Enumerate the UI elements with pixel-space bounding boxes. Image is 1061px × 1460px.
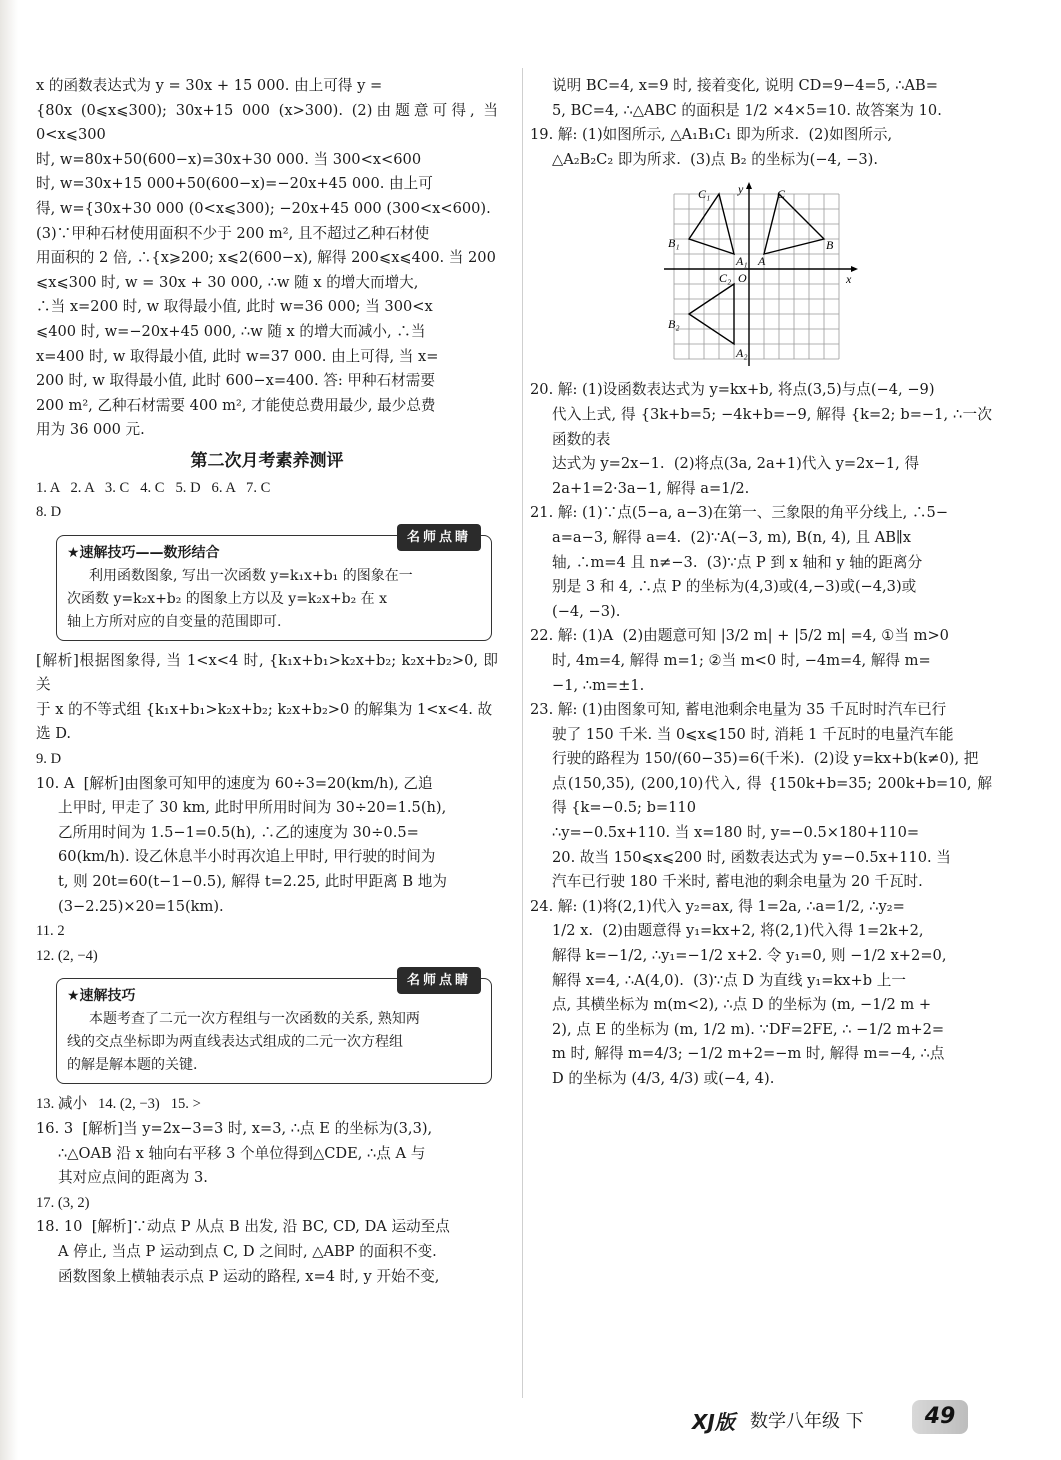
label-a1: A₁ [736, 254, 748, 269]
q21-answer [530, 501, 992, 624]
tip-text-line: 次函数 y=k₂x+b₂ 的图象上方以及 y=k₂x+b₂ 在 x [67, 590, 388, 607]
q23-answer [530, 698, 992, 895]
axes [664, 184, 856, 366]
tip-box-2 [56, 973, 492, 1084]
text-line: D 的坐标为 (4/3, 4/3) 或(−4, 4). [552, 1070, 775, 1087]
text-line: 别是 3 和 4, ∴点 P 的坐标为(4,3)或(4,−3)或(−4,3)或 [552, 578, 917, 596]
q12-answer: 12. (2, −4) [36, 947, 98, 964]
q18-answer-continued [530, 74, 992, 123]
text-line: 乙所用时间为 1.5−1=0.5(h), ∴乙的速度为 30÷0.5= [58, 823, 419, 841]
tip-title: ★速解技巧 [67, 988, 136, 1005]
text-line: 说明 BC=4, x=9 时, 接着变化, 说明 CD=9−4=5, ∴AB= [552, 77, 938, 94]
left-column [36, 74, 503, 1289]
text-line: −1, ∴m=±1. [552, 676, 645, 694]
grid-lines [674, 194, 839, 359]
edition-label: XJ版 [692, 1410, 735, 1434]
page-edge [0, 0, 18, 1460]
text-line: ∴y=−0.5x+110. 当 x=180 时, y=−0.5×180+110= [552, 824, 920, 842]
text-line: 16. 3 [解析]当 y=2x−3=3 时, x=3, ∴点 E 的坐标为(3,3), [36, 1120, 433, 1137]
y-axis-arrow [746, 182, 752, 189]
text-line: 代入上式, 得 {3k+b=5; −4k+b=−9, 解得 {k=2; b=−1, ∴一次函数的表 [552, 405, 992, 448]
x-axis-label: x [846, 272, 852, 287]
text-line: ⩽400 时, w=−20x+45 000, ∴w 随 x 的增大而减小, ∴当 [36, 322, 426, 340]
text-line: 2a+1=2·3a−1, 解得 a=1/2. [552, 479, 750, 497]
origin-label: O [738, 271, 747, 286]
text-line: 200 时, w 取得最小值, 此时 600−x=400. 答: 甲种石材需要 [36, 372, 435, 390]
text-line: {80x (0⩽x⩽300); 30x+15 000 (x>300). (2)由题意可得, 当 0<x⩽300 [36, 101, 503, 144]
text-line: 点(150,35), (200,10)代入, 得 {150k+b=35; 200k+b=10, 解得 {k=−0.5; b=110 [552, 774, 992, 817]
text-line: t, 则 20t=60(t−1−0.5), 解得 t=2.25, 此时甲距离 B 地为 [58, 873, 447, 891]
label-a2: A₂ [736, 346, 748, 361]
text-line: 函数图象上横轴表示点 P 运动的路程, x=4 时, y 开始不变, [58, 1267, 440, 1285]
column-divider [522, 68, 523, 1398]
q8-answer: 8. D [36, 504, 62, 521]
text-line: 20. 解: (1)设函数表达式为 y=kx+b, 将点(3,5)与点(−4, −9) [530, 381, 935, 399]
text-line: x 的函数表达式为 y = 30x + 15 000. 由上可得 y = [36, 77, 383, 94]
text-line: 21. 解: (1)∵点(5−a, a−3)在第一、三象限的角平分线上, ∴5− [530, 504, 949, 522]
right-column [530, 74, 992, 1092]
section-title: 第二次月考素养测评 [190, 450, 344, 471]
text-line: 于 x 的不等式组 {k₁x+b₁>k₂x+b₂; k₂x+b₂>0 的解集为 1<x<4. 故 [36, 700, 493, 718]
text-line: 20. 故当 150⩽x⩽200 时, 函数表达式为 y=−0.5x+110. 当 [552, 848, 951, 866]
q18-answer [36, 1215, 498, 1289]
q10-answer [36, 772, 498, 920]
page-number: 49 [912, 1400, 968, 1434]
q18-prev-answer-continued [36, 74, 503, 443]
text-line: △A₂B₂C₂ 即为所求. (3)点 B₂ 的坐标为(−4, −3). [552, 150, 878, 168]
text-line: x=400 时, w 取得最小值, 此时 w=37 000. 由上可得, 当 x= [36, 347, 439, 365]
page-footer [692, 1400, 992, 1440]
text-line: ⩽x⩽300 时, w = 30x + 30 000, ∴w 随 x 的增大而增大, [36, 273, 419, 291]
text-line: 点, 其横坐标为 m(m<2), ∴点 D 的坐标为 (m, −1/2 m + [552, 996, 932, 1014]
q17-answer: 17. (3, 2) [36, 1194, 90, 1211]
text-line: 轴, ∴m=4 且 n≠−3. (3)∵点 P 到 x 轴和 y 轴的距离分 [552, 553, 923, 571]
q20-answer [530, 378, 992, 501]
text-line: 10. A [解析]由图象可知甲的速度为 60÷3=20(km/h), 乙追 [36, 774, 433, 792]
text-line: (3)∵甲种石材使用面积不少于 200 m², 且不超过乙种石材使 [36, 224, 430, 242]
tip-text-line: 利用函数图象, 写出一次函数 y=k₁x+b₁ 的图象在一 [89, 567, 413, 584]
text-line: 时, w=30x+15 000+50(600−x)=−20x+45 000. 由上可 [36, 175, 433, 193]
coordinate-grid-svg [662, 182, 862, 370]
text-line: 选 D. [36, 725, 72, 743]
coordinate-grid-figure [662, 182, 862, 370]
tip-badge: 名师点睛 [397, 524, 481, 551]
text-line: 汽车已行驶 180 千米时, 蓄电池的剩余电量为 20 千瓦时. [552, 873, 923, 891]
q16-answer [36, 1117, 498, 1191]
text-line: 时, 4m=4, 解得 m=1; ②当 m<0 时, −4m=4, 解得 m= [552, 651, 931, 669]
tip-box-1 [56, 529, 492, 641]
q9-answer: 9. D [36, 751, 62, 768]
q22-answer [530, 624, 992, 698]
q19-answer [530, 123, 992, 172]
text-line: 5, BC=4, ∴△ABC 的面积是 1/2 ×4×5=10. 故答案为 10. [552, 101, 942, 119]
mcq-answers: 1. A 2. A 3. C 4. C 5. D 6. A 7. C [36, 479, 271, 496]
label-b: B [826, 238, 834, 253]
q13-15-answers: 13. 减小 14. (2, −3) 15. > [36, 1096, 201, 1113]
label-c: C [777, 187, 786, 202]
tip-text-line: 轴上方所对应的自变量的范围即可. [67, 613, 282, 630]
text-line: 解得 k=−1/2, ∴y₁=−1/2 x+2. 令 y₁=0, 则 −1/2 x+2=0, [552, 947, 947, 965]
text-line: [解析]根据图象得, 当 1<x<4 时, {k₁x+b₁>k₂x+b₂; k₂x+b₂>0, 即关 [36, 651, 498, 694]
text-line: m 时, 解得 m=4/3; −1/2 m+2=−m 时, 解得 m=−4, ∴点 [552, 1045, 945, 1063]
text-line: 行驶的路程为 150/(60−35)=6(千米). (2)设 y=kx+b(k≠0), 把 [552, 750, 979, 768]
y-axis-label: y [738, 182, 744, 197]
text-line: 其对应点间的距离为 3. [58, 1169, 208, 1187]
text-line: 60(km/h). 设乙休息半小时再次追上甲时, 甲行驶的时间为 [58, 848, 436, 866]
text-line: 解得 x=4, ∴A(4,0). (3)∵点 D 为直线 y₁=kx+b 上一 [552, 971, 906, 989]
text-line: 18. 10 [解析]∵动点 P 从点 B 出发, 沿 BC, CD, DA 运动至点 [36, 1218, 450, 1236]
text-line: 用面积的 2 倍, ∴{x⩾200; x⩽2(600−x), 解得 200⩽x⩽400. 当 200 [36, 249, 496, 267]
tip-badge: 名师点睛 [397, 967, 481, 994]
text-line: 上甲时, 甲走了 30 km, 此时甲所用时间为 30÷20=1.5(h), [58, 799, 447, 817]
text-line: a=a−3, 解得 a=4. (2)∵A(−3, m), B(n, 4), 且 AB∥x [552, 528, 911, 546]
tip-text-line: 的解是解本题的关键. [67, 1057, 198, 1074]
text-line: ∴△OAB 沿 x 轴向右平移 3 个单位得到△CDE, ∴点 A 与 [58, 1144, 426, 1162]
label-a: A [758, 254, 766, 269]
text-line: 用为 36 000 元. [36, 421, 145, 439]
label-b2: B₂ [668, 317, 680, 332]
label-b1: B₁ [668, 236, 680, 251]
text-line: ∴当 x=200 时, w 取得最小值, 此时 w=36 000; 当 300<x [36, 298, 433, 316]
text-line: 200 m², 乙种石材需要 400 m², 才能使总费用最少, 最少总费 [36, 396, 436, 414]
text-line: 时, w=80x+50(600−x)=30x+30 000. 当 300<x<600 [36, 150, 422, 168]
text-line: A 停止, 当点 P 运动到点 C, D 之间时, △ABP 的面积不变. [58, 1242, 437, 1260]
text-line: 2), 点 E 的坐标为 (m, 1/2 m). ∵DF=2FE, ∴ −1/2 m+2= [552, 1020, 945, 1038]
text-line: 19. 解: (1)如图所示, △A₁B₁C₁ 即为所求. (2)如图所示, [530, 126, 893, 144]
text-line: 23. 解: (1)由图象可知, 蓄电池剩余电量为 35 千瓦时时汽车已行 [530, 701, 947, 719]
tip-text-line: 线的交点坐标即为两直线表达式组成的二元一次方程组 [67, 1034, 403, 1051]
tip-title: ★速解技巧——数形结合 [67, 544, 220, 561]
q11-answer: 11. 2 [36, 923, 65, 940]
text-line: 1/2 x. (2)由题意得 y₁=kx+2, 将(2,1)代入得 1=2k+2, [552, 922, 924, 940]
text-line: 达式为 y=2x−1. (2)将点(3a, 2a+1)代入 y=2x−1, 得 [552, 455, 920, 473]
q8-analysis [36, 649, 498, 747]
tip-text-line: 本题考查了二元一次方程组与一次函数的关系, 熟知两 [89, 1011, 420, 1028]
text-line: (3−2.25)×20=15(km). [58, 897, 224, 915]
text-line: (−4, −3). [552, 602, 621, 620]
x-axis-arrow [851, 266, 858, 272]
text-line: 驶了 150 千米. 当 0⩽x⩽150 时, 消耗 1 千瓦时的电量汽车能 [552, 725, 954, 743]
text-line: 24. 解: (1)将(2,1)代入 y₂=ax, 得 1=2a, ∴a=1/2, ∴y₂= [530, 897, 905, 915]
label-c2: C₂ [719, 271, 732, 286]
text-line: 得, w={30x+30 000 (0<x⩽300); −20x+45 000 (300<x<600). [36, 199, 491, 217]
subject-label: 数学八年级 下 [750, 1411, 864, 1432]
label-c1: C₁ [698, 187, 711, 202]
q24-answer [530, 895, 992, 1092]
text-line: 22. 解: (1)A (2)由题意可知 |3/2 m| + |5/2 m| =4, ①当 m>0 [530, 627, 949, 645]
